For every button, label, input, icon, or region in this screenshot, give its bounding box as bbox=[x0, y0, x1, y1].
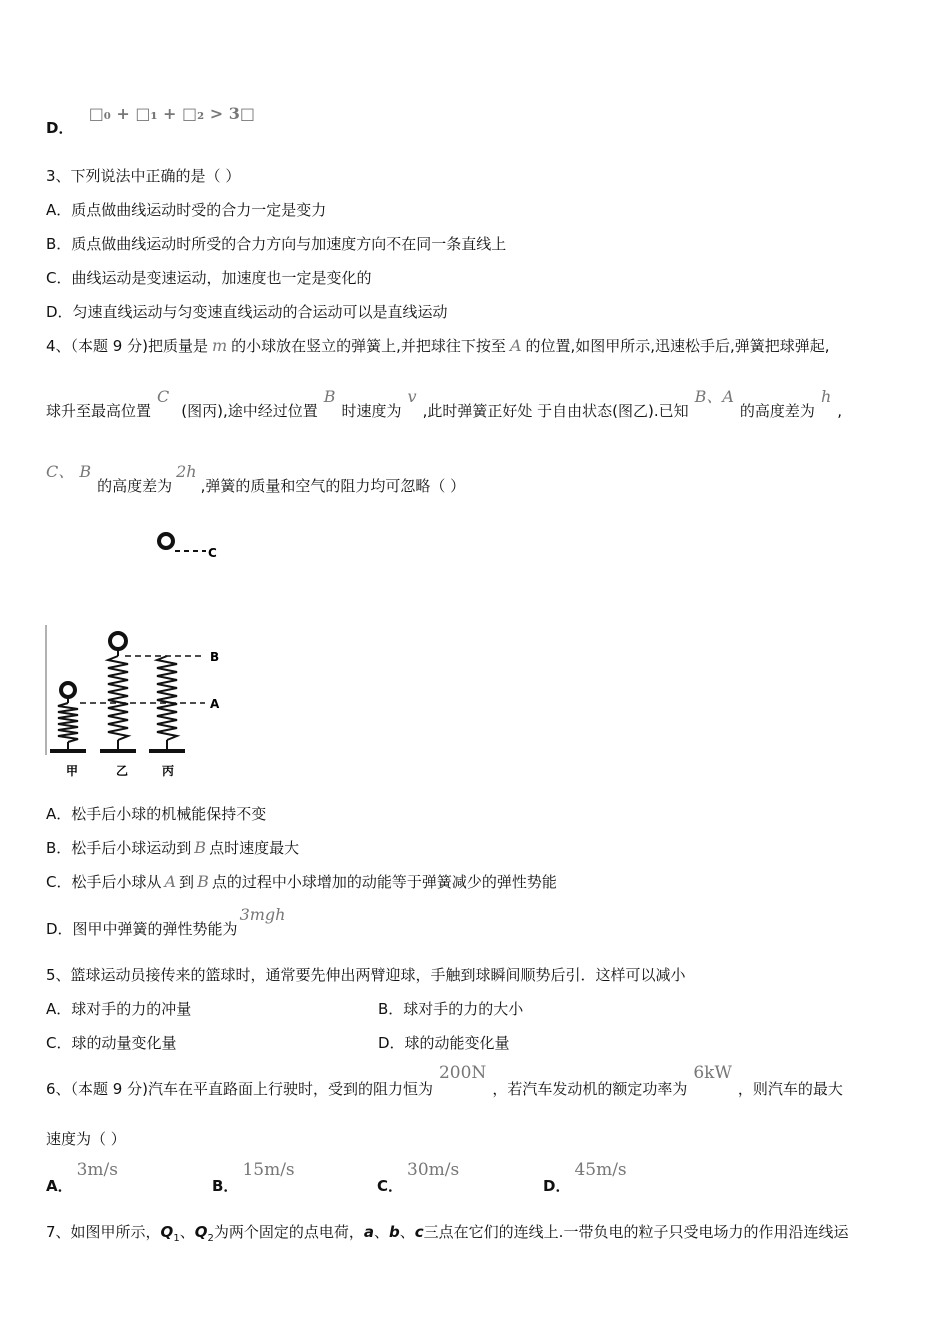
q6-option-a: A．3m/s bbox=[46, 1160, 118, 1195]
q6-stem-line1: 6、（本题 9 分)汽车在平直路面上行驶时，受到的阻力恒为200N，若汽车发动机的额定功率为6kW，则汽车的最大 bbox=[46, 1063, 843, 1098]
q6-option-c: C．30m/s bbox=[377, 1160, 460, 1195]
q4-stem-line2: 球升至最高位置C(图丙),途中经过位置B时速度为v,此时弹簧正好处 于自由状态(图乙).已知B、A的高度差为h, bbox=[46, 387, 843, 420]
q5-option-c: C．球的动量变化量 bbox=[46, 1034, 177, 1052]
option-label: D． bbox=[46, 119, 74, 137]
ball-jia bbox=[61, 683, 75, 697]
q3-option-d: D．匀速直线运动与匀变速直线运动的合运动可以是直线运动 bbox=[46, 303, 448, 321]
label-jia: 甲 bbox=[66, 764, 79, 778]
q3-option-c: C．曲线运动是变速运动，加速度也一定是变化的 bbox=[46, 269, 372, 287]
label-c: C bbox=[208, 546, 217, 560]
q6-option-d: D．45m/s bbox=[543, 1160, 627, 1195]
label-b: B bbox=[210, 650, 220, 664]
base-bing bbox=[149, 749, 185, 753]
spring-jia bbox=[58, 703, 78, 742]
q4-option-b: B．松手后小球运动到 B 点时速度最大 bbox=[46, 838, 300, 857]
label-a: A bbox=[210, 697, 220, 711]
q2-option-d bbox=[46, 104, 255, 138]
q4-stem-line1: 4、（本题 9 分)把质量是 m 的小球放在竖立的弹簧上,并把球往下按至 A 的位置,如图甲所示,迅速松手后,弹簧把球弹起, bbox=[46, 336, 830, 355]
q3-option-b: B．质点做曲线运动时所受的合力方向与加速度方向不在同一条直线上 bbox=[46, 235, 507, 253]
q4-option-a: A．松手后小球的机械能保持不变 bbox=[46, 805, 267, 823]
q5-option-d: D．球的动能变化量 bbox=[378, 1034, 510, 1052]
formula: □₀ + □₁ + □₂ > 3□ bbox=[88, 104, 255, 123]
q5-option-a: A．球对手的力的冲量 bbox=[46, 1000, 192, 1018]
q4-stem-line3: C、 B的高度差为2h,弹簧的质量和空气的阻力均可忽略（ ） bbox=[46, 462, 466, 495]
spring-bing bbox=[157, 656, 177, 740]
base-jia bbox=[50, 749, 86, 753]
ball-c bbox=[159, 534, 173, 548]
q3-option-a: A．质点做曲线运动时受的合力一定是变力 bbox=[46, 201, 327, 219]
q4-option-d: D．图甲中弹簧的弹性势能为3mgh bbox=[46, 905, 286, 938]
q4-option-c: C．松手后小球从 A 到 B 点的过程中小球增加的动能等于弹簧减少的弹性势能 bbox=[46, 872, 557, 891]
q6-option-b: B．15m/s bbox=[212, 1160, 295, 1195]
spring-figure bbox=[40, 525, 240, 780]
q6-stem-line2: 速度为（ ） bbox=[46, 1130, 126, 1148]
spring-yi bbox=[108, 656, 128, 740]
ball-yi bbox=[110, 633, 126, 649]
base-yi bbox=[100, 749, 136, 753]
q3-stem: 3、下列说法中正确的是（ ） bbox=[46, 167, 241, 185]
q5-stem: 5、篮球运动员接传来的篮球时，通常要先伸出两臂迎球，手触到球瞬间顺势后引．这样可以减小 bbox=[46, 966, 686, 984]
label-yi: 乙 bbox=[116, 764, 129, 778]
label-bing: 丙 bbox=[162, 764, 175, 778]
q7-stem: 7、如图甲所示，$Q_1$、$Q_2$为两个固定的点电荷，a、b、c三点在它们的连线上.一带负电的粒子只受电场力的作用沿连线运 bbox=[46, 1223, 849, 1244]
q5-option-b: B．球对手的力的大小 bbox=[378, 1000, 524, 1018]
